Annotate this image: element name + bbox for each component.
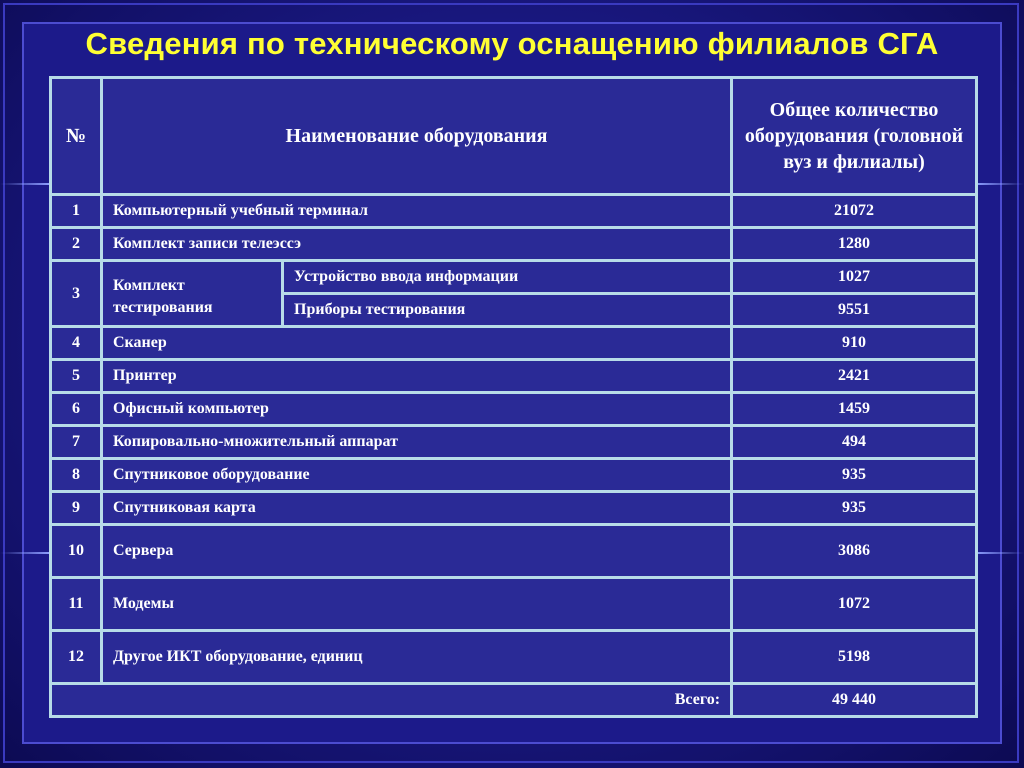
header-equipment-name: Наименование оборудования: [103, 79, 730, 193]
table-row: [52, 460, 975, 490]
equipment-subitem-name: Устройство ввода информации: [284, 262, 730, 292]
row-number: 5: [52, 361, 100, 391]
table-row: [52, 328, 975, 358]
table-row: [52, 632, 975, 682]
equipment-subitem-name: Приборы тестирования: [284, 295, 730, 325]
equipment-name: Спутниковое оборудование: [103, 460, 730, 490]
total-row: [52, 685, 975, 715]
decorative-line: [0, 552, 50, 554]
equipment-name: Спутниковая карта: [103, 493, 730, 523]
decorative-line: [975, 183, 1024, 185]
row-number: 2: [52, 229, 100, 259]
equipment-count: 9551: [733, 295, 975, 325]
equipment-count: 1072: [733, 579, 975, 629]
equipment-count: 1459: [733, 394, 975, 424]
row-number: 6: [52, 394, 100, 424]
row-number: 7: [52, 427, 100, 457]
equipment-group-name: Комплект тестирования: [103, 262, 281, 325]
table-row: [52, 196, 975, 226]
table-header-row: [52, 79, 975, 193]
header-number: №: [52, 79, 100, 193]
table-row: [52, 361, 975, 391]
row-number: 11: [52, 579, 100, 629]
equipment-name: Модемы: [103, 579, 730, 629]
equipment-count: 494: [733, 427, 975, 457]
row-number: 3: [52, 262, 100, 325]
row-number: 10: [52, 526, 100, 576]
table-row: [52, 262, 975, 292]
equipment-name: Офисный компьютер: [103, 394, 730, 424]
table-row: [52, 579, 975, 629]
total-count: 49 440: [733, 685, 975, 715]
equipment-count: 935: [733, 460, 975, 490]
row-number: 9: [52, 493, 100, 523]
row-number: 4: [52, 328, 100, 358]
equipment-name: Другое ИКТ оборудование, единиц: [103, 632, 730, 682]
header-total-count: Общее количество оборудования (головной вуз и филиалы): [733, 79, 975, 193]
row-number: 12: [52, 632, 100, 682]
equipment-count: 5198: [733, 632, 975, 682]
table-row: [52, 526, 975, 576]
decorative-line: [975, 552, 1024, 554]
table-row: [52, 394, 975, 424]
equipment-count: 3086: [733, 526, 975, 576]
total-label: Всего:: [52, 685, 730, 715]
table-row: [52, 427, 975, 457]
equipment-count: 910: [733, 328, 975, 358]
row-number: 8: [52, 460, 100, 490]
equipment-name: Комплект записи телеэссэ: [103, 229, 730, 259]
equipment-count: 2421: [733, 361, 975, 391]
equipment-name: Компьютерный учебный терминал: [103, 196, 730, 226]
equipment-count: 1027: [733, 262, 975, 292]
equipment-count: 21072: [733, 196, 975, 226]
table-row: [52, 229, 975, 259]
equipment-name: Копировально-множительный аппарат: [103, 427, 730, 457]
equipment-name: Принтер: [103, 361, 730, 391]
equipment-name: Сканер: [103, 328, 730, 358]
equipment-table: [49, 76, 978, 718]
table-row: [52, 493, 975, 523]
equipment-count: 1280: [733, 229, 975, 259]
slide-title: Сведения по техническому оснащению филиалов СГА: [85, 26, 939, 61]
equipment-count: 935: [733, 493, 975, 523]
row-number: 1: [52, 196, 100, 226]
equipment-name: Сервера: [103, 526, 730, 576]
decorative-line: [0, 183, 50, 185]
